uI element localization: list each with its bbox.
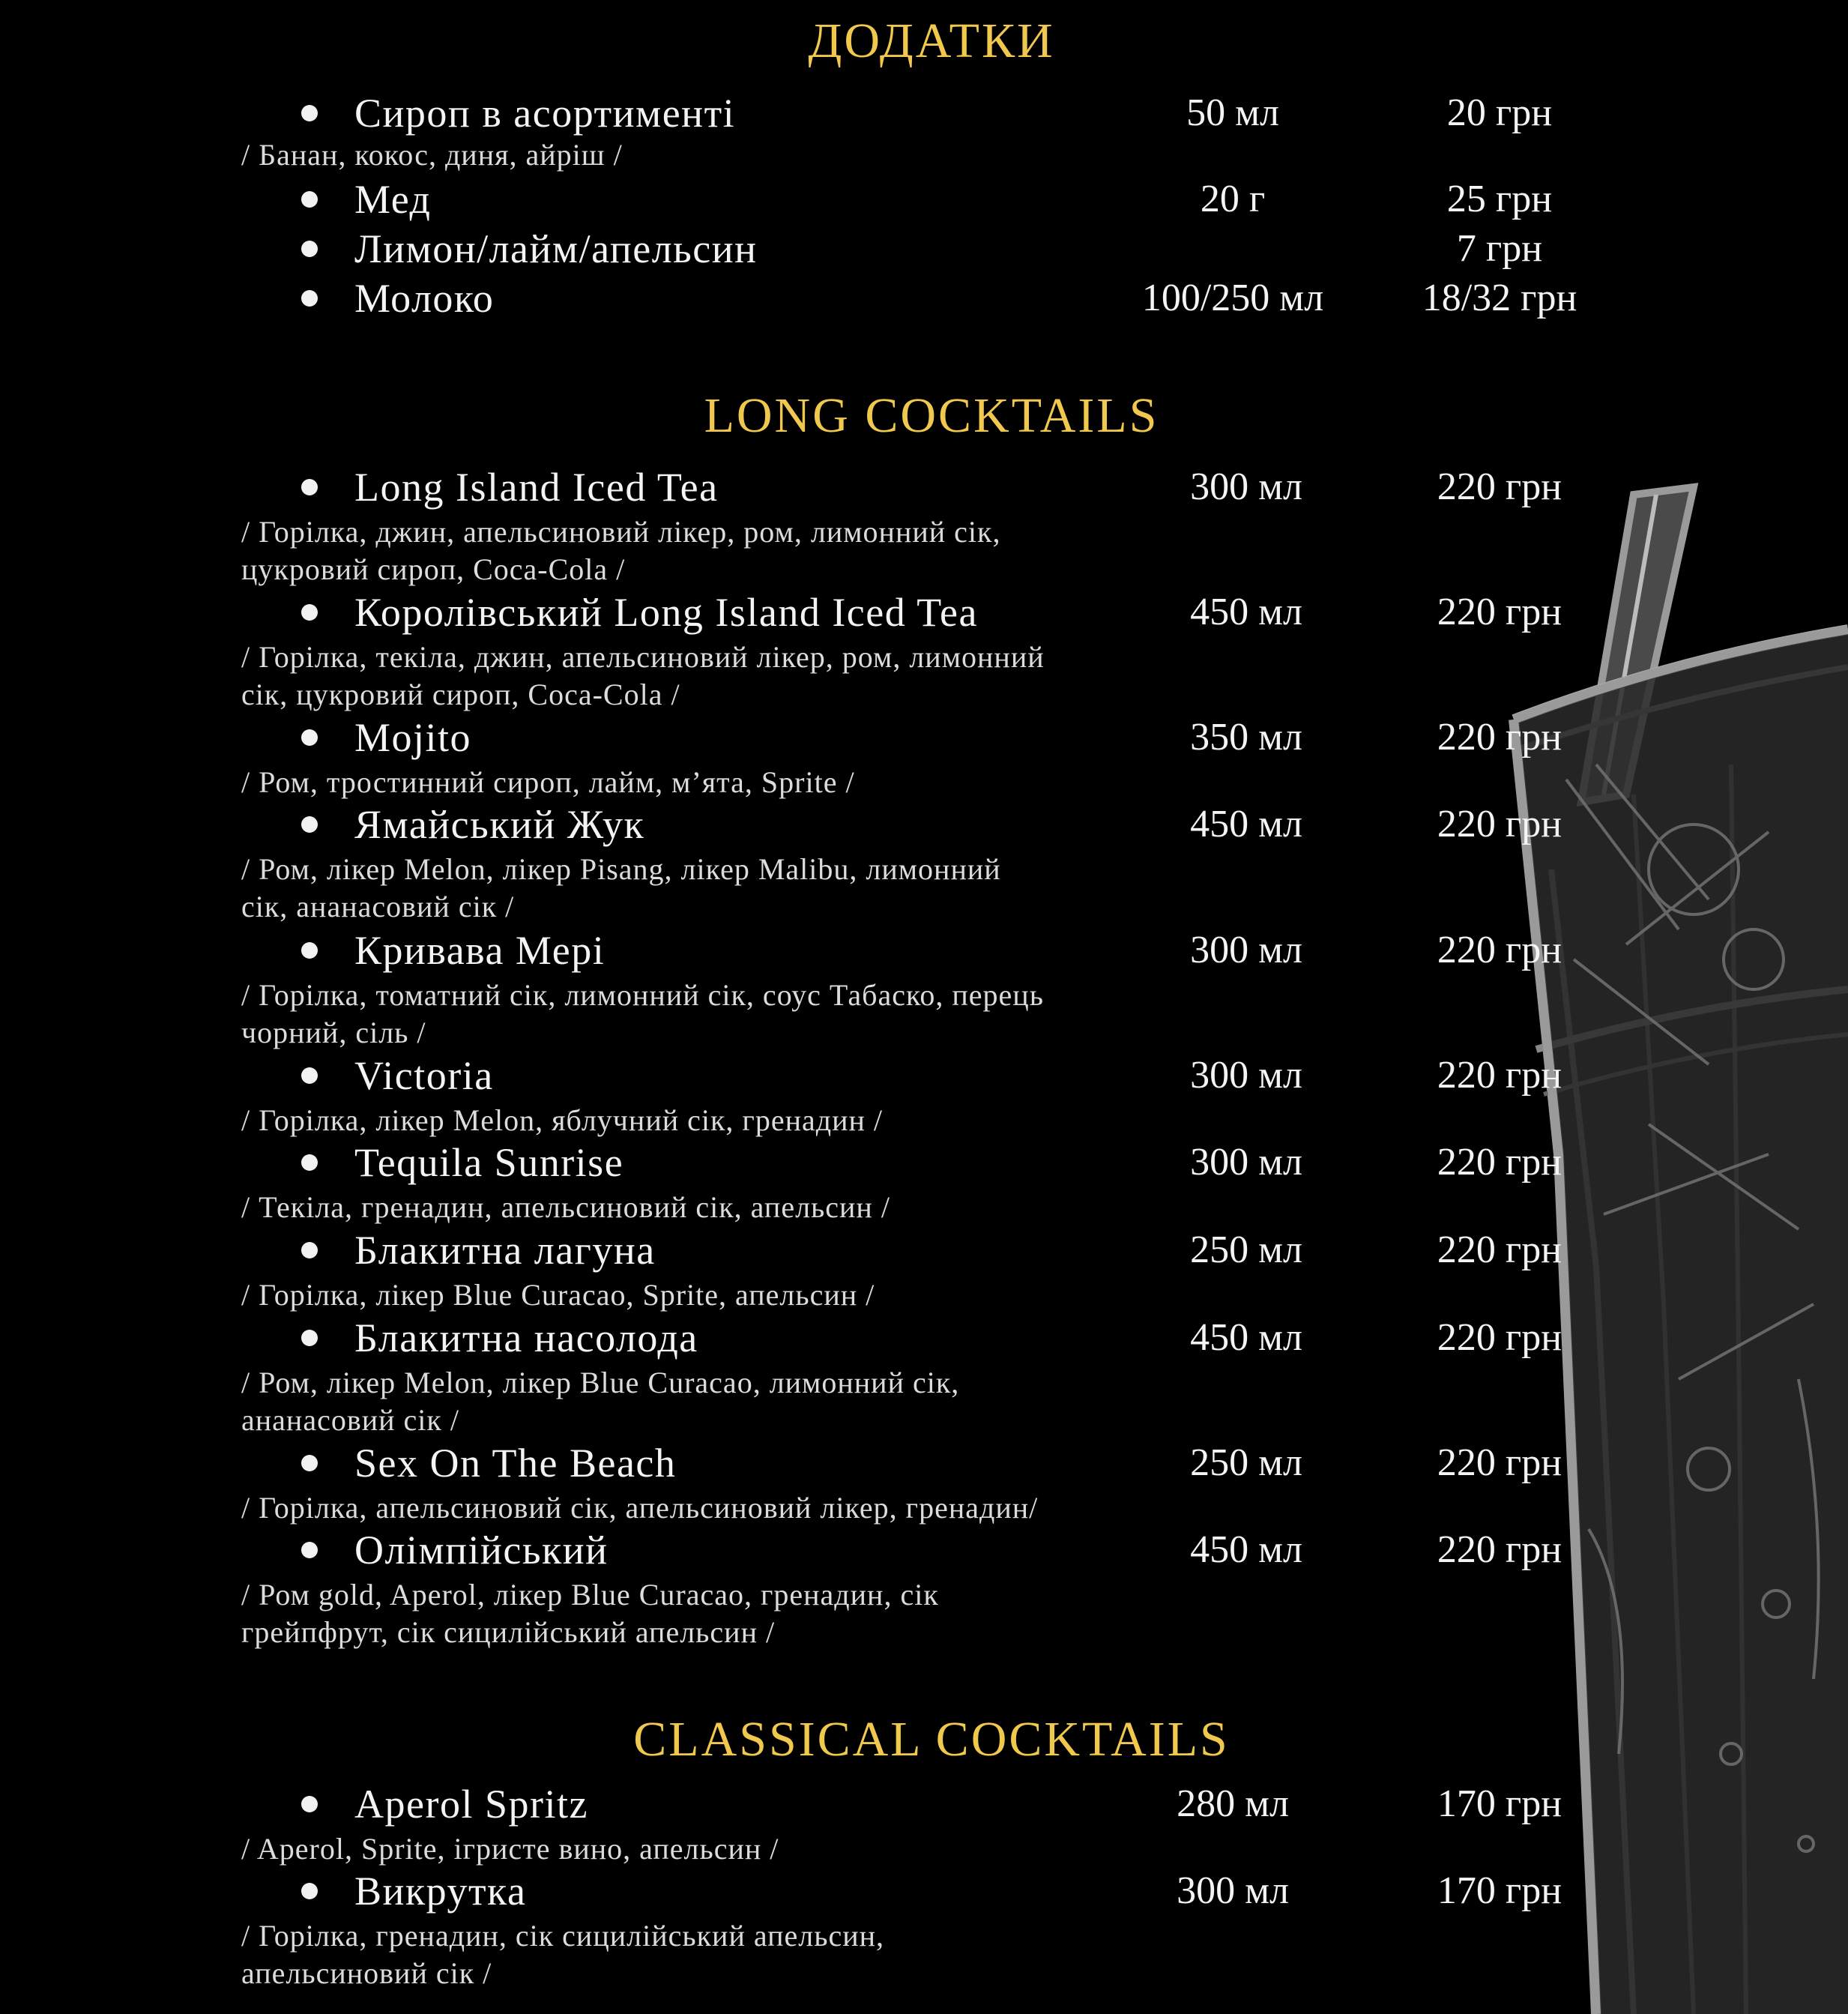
item-description: / Горілка, лікер Melon, яблучний сік, гренадин / <box>241 1103 884 1137</box>
item-name: Mojito <box>354 715 472 760</box>
item-description: / Текіла, гренадин, апельсиновий сік, апельсин / <box>241 1190 890 1224</box>
item-volume: 100/250 мл <box>1141 277 1324 319</box>
item-price: 220 грн <box>1437 1441 1562 1484</box>
bullet-icon <box>301 942 318 959</box>
item-name: Олімпійський <box>354 1528 609 1573</box>
bullet-icon <box>301 1883 318 1899</box>
bullet-icon <box>301 1455 318 1471</box>
menu-item-row <box>0 927 1848 977</box>
bullet-icon <box>301 1542 318 1558</box>
item-volume: 450 мл <box>1190 1316 1302 1359</box>
menu-item-row <box>0 1527 1848 1576</box>
item-price: 220 грн <box>1437 1054 1562 1097</box>
item-volume: 300 мл <box>1190 1141 1302 1184</box>
section-title: ДОДАТКИ <box>808 13 1055 68</box>
menu-item-row <box>0 714 1848 764</box>
item-description: / Ром, лікер Melon, лікер Pisang, лікер Malibu, лимонний сік, ананасовий сік / <box>241 852 1001 923</box>
menu-item-row <box>0 1315 1848 1364</box>
menu-item-row <box>0 1868 1848 1917</box>
bullet-icon <box>301 1154 318 1171</box>
item-name: Сироп в асортименті <box>354 91 736 136</box>
menu-item-row <box>0 275 1848 325</box>
bullet-icon <box>301 604 318 621</box>
item-name: Мед <box>354 177 432 222</box>
bullet-icon <box>301 1242 318 1258</box>
item-volume: 450 мл <box>1190 1528 1302 1571</box>
section-title: CLASSICAL COCKTAILS <box>633 1712 1230 1767</box>
bullet-icon <box>301 729 318 746</box>
item-name: Викрутка <box>354 1869 527 1914</box>
item-description: / Банан, кокос, диня, айріш / <box>241 138 623 172</box>
item-name: Ямайський Жук <box>354 802 645 847</box>
section-title: LONG COCKTAILS <box>704 388 1159 443</box>
item-volume: 300 мл <box>1177 1869 1289 1912</box>
bullet-icon <box>301 479 318 495</box>
item-price: 220 грн <box>1437 591 1562 633</box>
item-price: 220 грн <box>1437 803 1562 845</box>
bullet-icon <box>301 191 318 208</box>
bullet-icon <box>301 105 318 121</box>
item-price: 220 грн <box>1437 1316 1562 1359</box>
item-volume: 450 мл <box>1190 591 1302 633</box>
item-name: Блакитна лагуна <box>354 1228 656 1273</box>
item-name: Sex On The Beach <box>354 1441 677 1486</box>
bullet-icon <box>301 290 318 307</box>
item-volume: 50 мл <box>1186 91 1279 134</box>
item-volume: 350 мл <box>1190 716 1302 759</box>
bullet-icon <box>301 241 318 257</box>
item-price: 170 грн <box>1437 1869 1562 1912</box>
menu-item-row <box>0 1440 1848 1489</box>
item-volume: 300 мл <box>1190 465 1302 508</box>
bullet-icon <box>301 1330 318 1346</box>
item-name: Королівський Long Island Iced Tea <box>354 590 978 635</box>
item-name: Tequila Sunrise <box>354 1140 624 1185</box>
item-volume: 450 мл <box>1190 803 1302 845</box>
item-price: 220 грн <box>1437 716 1562 759</box>
item-price: 220 грн <box>1437 1228 1562 1271</box>
menu-item-row <box>0 464 1848 513</box>
menu-item-row <box>0 1227 1848 1276</box>
item-price: 20 грн <box>1446 91 1553 134</box>
item-volume: 250 мл <box>1190 1228 1302 1271</box>
item-description: / Ром gold, Aperol, лікер Blue Curacao, гренадин, сік грейпфрут, сік сицилійський апельсин / <box>241 1578 939 1649</box>
item-description: / Горілка, апельсиновий сік, апельсиновий лікер, гренадин/ <box>241 1491 1039 1525</box>
item-name: Long Island Iced Tea <box>354 465 719 510</box>
menu-item-row <box>0 1139 1848 1189</box>
item-price: 170 грн <box>1437 1782 1562 1825</box>
item-volume: 280 мл <box>1177 1782 1289 1825</box>
item-price: 18/32 грн <box>1422 277 1577 319</box>
menu-item-row <box>0 226 1848 275</box>
item-volume: 250 мл <box>1190 1441 1302 1484</box>
bullet-icon <box>301 1067 318 1084</box>
item-description: / Горілка, текіла, джин, апельсиновий лікер, ром, лимонний сік, цукровий сироп, Coca-Cola / <box>241 640 1045 711</box>
menu-item-row <box>0 589 1848 639</box>
item-name: Лимон/лайм/апельсин <box>354 226 758 271</box>
item-name: Aperol Spritz <box>354 1782 588 1827</box>
item-description: / Горілка, лікер Blue Curacao, Sprite, апельсин / <box>241 1278 875 1312</box>
item-description: / Горілка, гренадин, сік сицилійський апельсин, апельсиновий сік / <box>241 1919 885 1990</box>
item-description: / Ром, тростинний сироп, лайм, м’ята, Sprite / <box>241 765 855 799</box>
item-description: / Ром, лікер Melon, лікер Blue Curacao, лимонний сік, ананасовий сік / <box>241 1366 960 1437</box>
item-price: 25 грн <box>1446 178 1553 220</box>
bullet-icon <box>301 1796 318 1812</box>
item-name: Кривава Мері <box>354 928 606 973</box>
item-price: 220 грн <box>1437 929 1562 971</box>
menu-item-row <box>0 176 1848 226</box>
bullet-icon <box>301 816 318 833</box>
item-description: / Aperol, Sprite, ігристе вино, апельсин / <box>241 1832 779 1866</box>
item-price: 220 грн <box>1437 465 1562 508</box>
menu-item-row <box>0 801 1848 851</box>
item-name: Молоко <box>354 276 495 321</box>
menu-item-row <box>0 1781 1848 1830</box>
item-volume: 300 мл <box>1190 929 1302 971</box>
item-price: 220 грн <box>1437 1141 1562 1184</box>
item-description: / Горілка, томатний сік, лимонний сік, соус Табаско, перець чорний, сіль / <box>241 978 1044 1049</box>
item-name: Блакитна насолода <box>354 1315 698 1360</box>
item-price: 7 грн <box>1456 227 1543 270</box>
item-volume: 300 мл <box>1190 1054 1302 1097</box>
item-name: Victoria <box>354 1053 494 1098</box>
item-volume: 20 г <box>1200 178 1266 220</box>
menu-item-row <box>0 1052 1848 1102</box>
item-description: / Горілка, джин, апельсиновий лікер, ром, лимонний сік, цукровий сироп, Coca-Cola / <box>241 515 1001 586</box>
menu-item-row <box>0 90 1848 139</box>
item-price: 220 грн <box>1437 1528 1562 1571</box>
